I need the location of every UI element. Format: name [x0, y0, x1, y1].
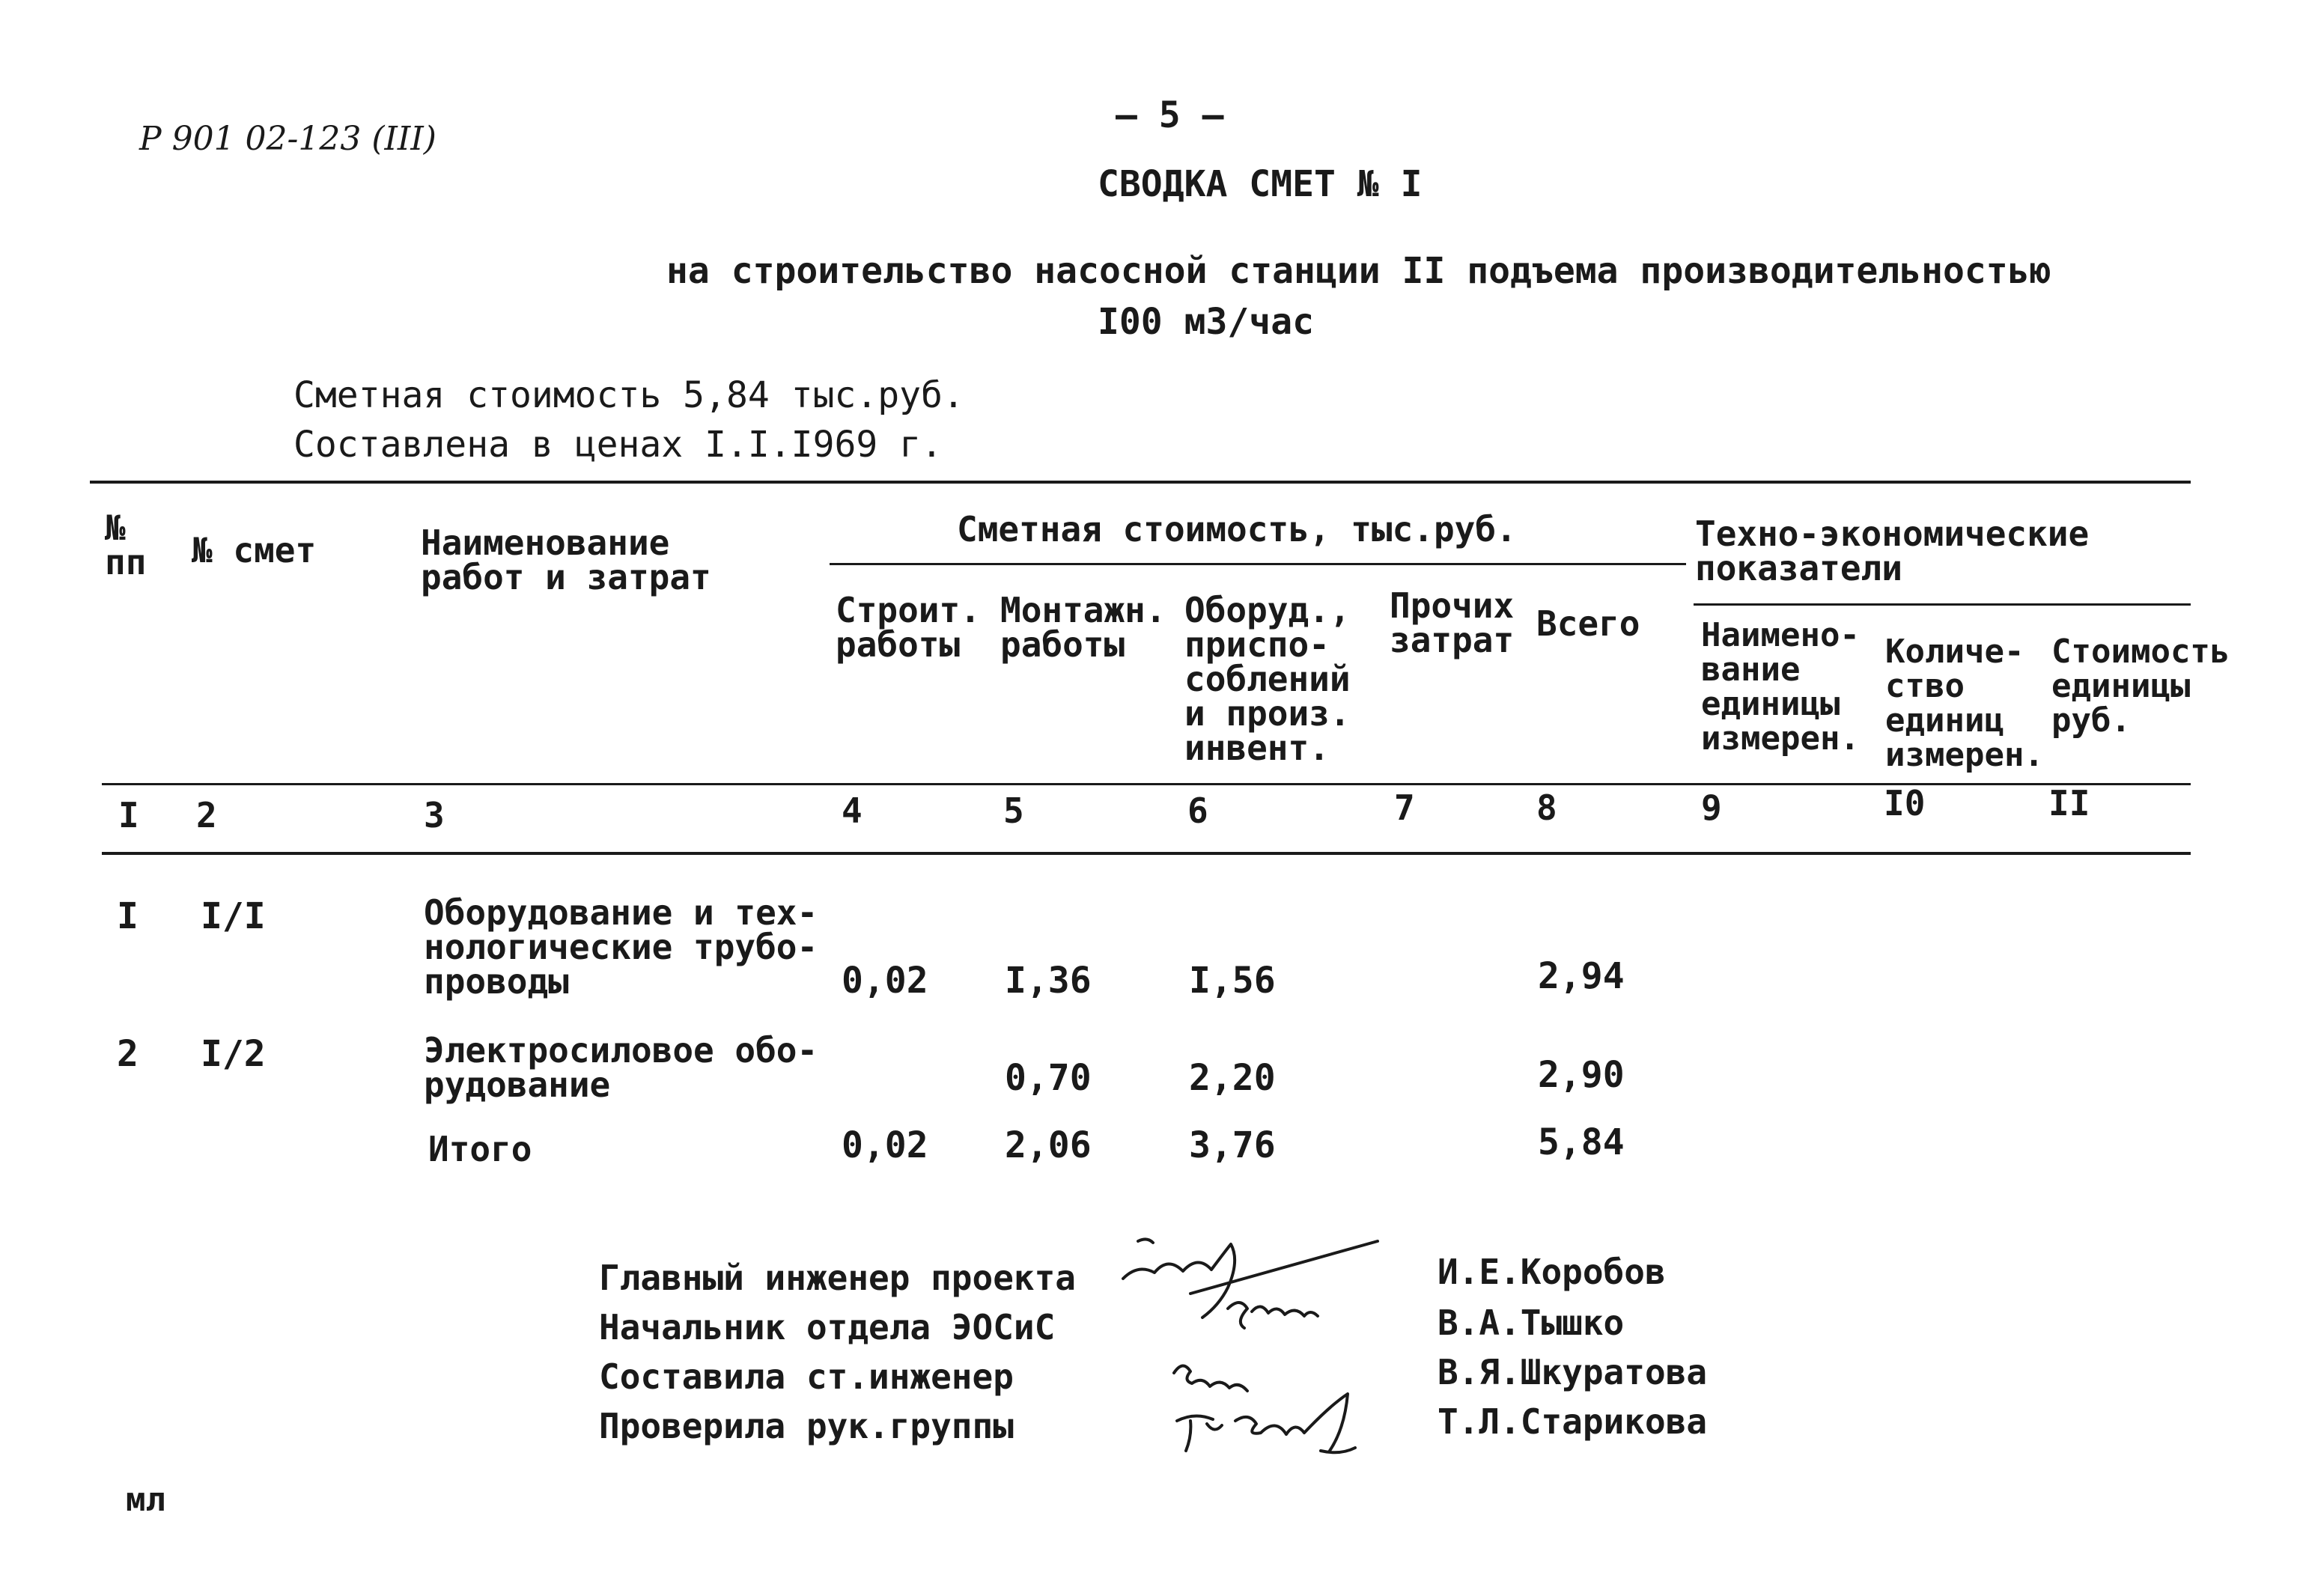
header-unit-cost: Стоимость единицы руб. — [2051, 633, 2230, 740]
header-unit-name: Наимено- вание единицы измерен. — [1701, 616, 1860, 758]
column-number: I — [118, 795, 139, 835]
price-basis: Составлена в ценах I.I.I969 г. — [293, 424, 943, 466]
header-total: Всего — [1536, 603, 1640, 644]
installation-cost: I,36 — [1005, 960, 1092, 1002]
table-top-rule — [90, 481, 2191, 484]
totals-label: Итого — [428, 1129, 532, 1169]
total-cost: 2,90 — [1538, 1054, 1625, 1096]
signature-name: Т.Л.Старикова — [1438, 1401, 1708, 1442]
header-bottom-rule — [102, 783, 2191, 785]
column-number: 9 — [1701, 788, 1722, 828]
column-number: I0 — [1884, 783, 1926, 823]
header-group-technical-indicators: Техно-экономические показатели — [1695, 514, 2090, 588]
header-construction-works: Строит. работы — [836, 590, 981, 665]
document-title: СВОДКА СМЕТ № I — [1098, 163, 1423, 205]
estimate-number: I/2 — [201, 1033, 266, 1075]
cost-group-rule — [830, 563, 1686, 565]
signature-role: Начальник отдела ЭОСиС — [599, 1307, 1056, 1347]
signature-name: В.Я.Шкуратова — [1438, 1352, 1708, 1392]
work-name: Оборудование и тех- нологические трубо- проводы — [424, 892, 818, 1002]
header-estimate-number: № смет — [192, 530, 317, 570]
total-cost: 2,94 — [1538, 955, 1625, 997]
footer-mark: мл — [126, 1481, 165, 1519]
column-number: II — [2048, 783, 2090, 823]
installation-cost: 0,70 — [1005, 1057, 1092, 1099]
document-code: Р 901 02-123 (III) — [139, 120, 436, 158]
header-other-costs: Прочих затрат — [1390, 585, 1515, 660]
header-installation-works: Монтажн. работы — [1000, 590, 1166, 665]
column-number: 8 — [1536, 788, 1557, 828]
column-number: 2 — [196, 795, 217, 835]
estimated-cost: Сметная стоимость 5,84 тыс.руб. — [293, 374, 964, 416]
signature-name: В.А.Тышко — [1438, 1303, 1625, 1343]
totals-total: 5,84 — [1538, 1121, 1625, 1163]
tech-group-rule — [1694, 603, 2191, 606]
column-number: 4 — [842, 791, 863, 831]
column-number: 5 — [1003, 791, 1024, 831]
header-equipment: Оборуд., приспо- соблений и произ. инвент. — [1184, 590, 1351, 768]
handwritten-signatures — [1108, 1234, 1408, 1473]
estimate-number: I/I — [201, 895, 266, 937]
column-numbers-rule — [102, 852, 2191, 855]
totals-construction: 0,02 — [842, 1124, 928, 1166]
equipment-cost: I,56 — [1189, 960, 1276, 1002]
header-unit-quantity: Количе- ство единиц измерен. — [1885, 633, 2044, 774]
signature-role: Составила ст.инженер — [599, 1356, 1014, 1397]
header-work-name: Наименование работ и затрат — [421, 523, 711, 597]
equipment-cost: 2,20 — [1189, 1057, 1276, 1099]
totals-installation: 2,06 — [1005, 1124, 1092, 1166]
column-number: 7 — [1394, 788, 1415, 828]
totals-equipment: 3,76 — [1189, 1124, 1276, 1166]
work-name: Электросиловое обо- рудование — [424, 1030, 818, 1105]
subtitle-line-2: I00 м3/час — [1098, 301, 1314, 343]
column-number: 6 — [1187, 791, 1208, 831]
signature-role: Проверила рук.группы — [599, 1406, 1014, 1446]
signature-name: И.Е.Коробов — [1438, 1252, 1666, 1292]
subtitle-line-1: на строительство насосной станции II подъема производительностью — [666, 250, 2051, 292]
column-number: 3 — [424, 795, 445, 835]
header-group-estimated-cost: Сметная стоимость, тыс.руб. — [957, 509, 1517, 549]
signature-role: Главный инженер проекта — [599, 1258, 1076, 1298]
page-number: – 5 – — [1116, 94, 1224, 136]
row-number: I — [117, 895, 139, 937]
construction-cost: 0,02 — [842, 960, 928, 1002]
header-row-number: № пп — [105, 508, 147, 582]
row-number: 2 — [117, 1033, 139, 1075]
